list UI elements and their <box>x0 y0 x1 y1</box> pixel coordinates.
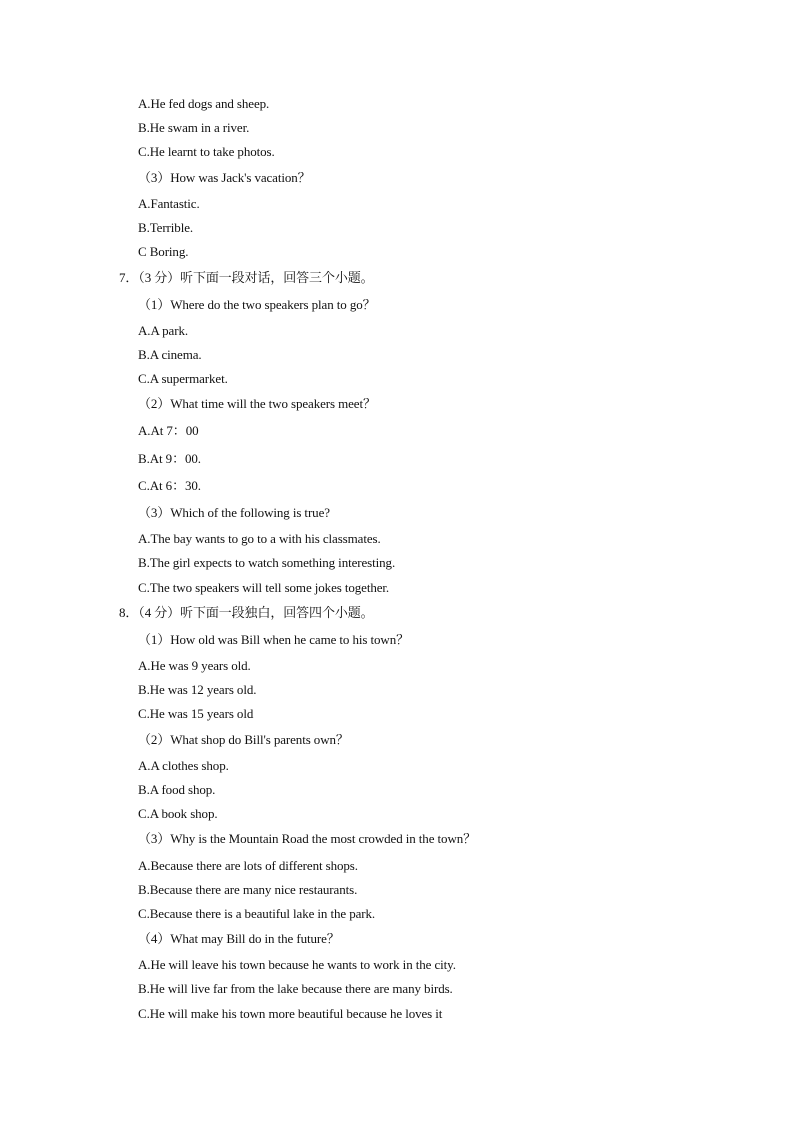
q6-3-option-b: B.Terrible. <box>138 220 194 235</box>
q7-2-option-a: A.At 7：00 <box>138 423 199 438</box>
q8-2-stem: （2）What shop do Bill's parents own？ <box>138 732 349 747</box>
q6-3-option-a: A.Fantastic. <box>138 196 200 211</box>
q6-2-option-a: A.He fed dogs and sheep. <box>138 96 270 111</box>
q6-2-option-c: C.He learnt to take photos. <box>138 144 275 159</box>
q7-3-option-c: C.The two speakers will tell some jokes together. <box>138 580 390 595</box>
q8-2-option-a: A.A clothes shop. <box>138 758 229 773</box>
q8-heading: 8．（4 分）听下面一段独白，回答四个小题。 <box>119 605 374 620</box>
q8-2-option-c: C.A book shop. <box>138 806 218 821</box>
q7-2-option-b: B.At 9：00. <box>138 451 201 466</box>
q7-3-option-a: A.The bay wants to go to a with his classmates. <box>138 531 381 546</box>
q6-2-option-b: B.He swam in a river. <box>138 120 250 135</box>
q8-4-option-a: A.He will leave his town because he wants to work in the city. <box>138 957 456 972</box>
q8-2-option-b: B.A food shop. <box>138 782 216 797</box>
q8-3-stem: （3）Why is the Mountain Road the most crowded in the town？ <box>138 831 477 846</box>
q8-1-option-c: C.He was 15 years old <box>138 706 254 721</box>
q8-4-stem: （4）What may Bill do in the future？ <box>138 931 340 946</box>
q8-4-option-c: C.He will make his town more beautiful because he loves it <box>138 1006 443 1021</box>
q8-1-option-a: A.He was 9 years old. <box>138 658 251 673</box>
q7-1-option-a: A.A park. <box>138 323 189 338</box>
q7-2-stem: （2）What time will the two speakers meet？ <box>138 396 376 411</box>
q6-3-option-c: C Boring. <box>138 244 189 259</box>
q8-3-option-a: A.Because there are lots of different shops. <box>138 858 358 873</box>
q7-3-stem: （3）Which of the following is true? <box>138 505 330 520</box>
q7-heading: 7．（3 分）听下面一段对话，回答三个小题。 <box>119 270 374 285</box>
q8-4-option-b: B.He will live far from the lake because there are many birds. <box>138 981 453 996</box>
q7-2-option-c: C.At 6：30. <box>138 478 201 493</box>
q8-3-option-c: C.Because there is a beautiful lake in the park. <box>138 906 376 921</box>
q7-3-option-b: B.The girl expects to watch something interesting. <box>138 555 396 570</box>
q7-1-option-b: B.A cinema. <box>138 347 202 362</box>
q8-3-option-b: B.Because there are many nice restaurants. <box>138 882 358 897</box>
q8-1-option-b: B.He was 12 years old. <box>138 682 257 697</box>
q7-1-stem: （1）Where do the two speakers plan to go？ <box>138 297 376 312</box>
q6-3-stem: （3）How was Jack's vacation？ <box>138 170 311 185</box>
q8-1-stem: （1）How old was Bill when he came to his town？ <box>138 632 409 647</box>
q7-1-option-c: C.A supermarket. <box>138 371 228 386</box>
